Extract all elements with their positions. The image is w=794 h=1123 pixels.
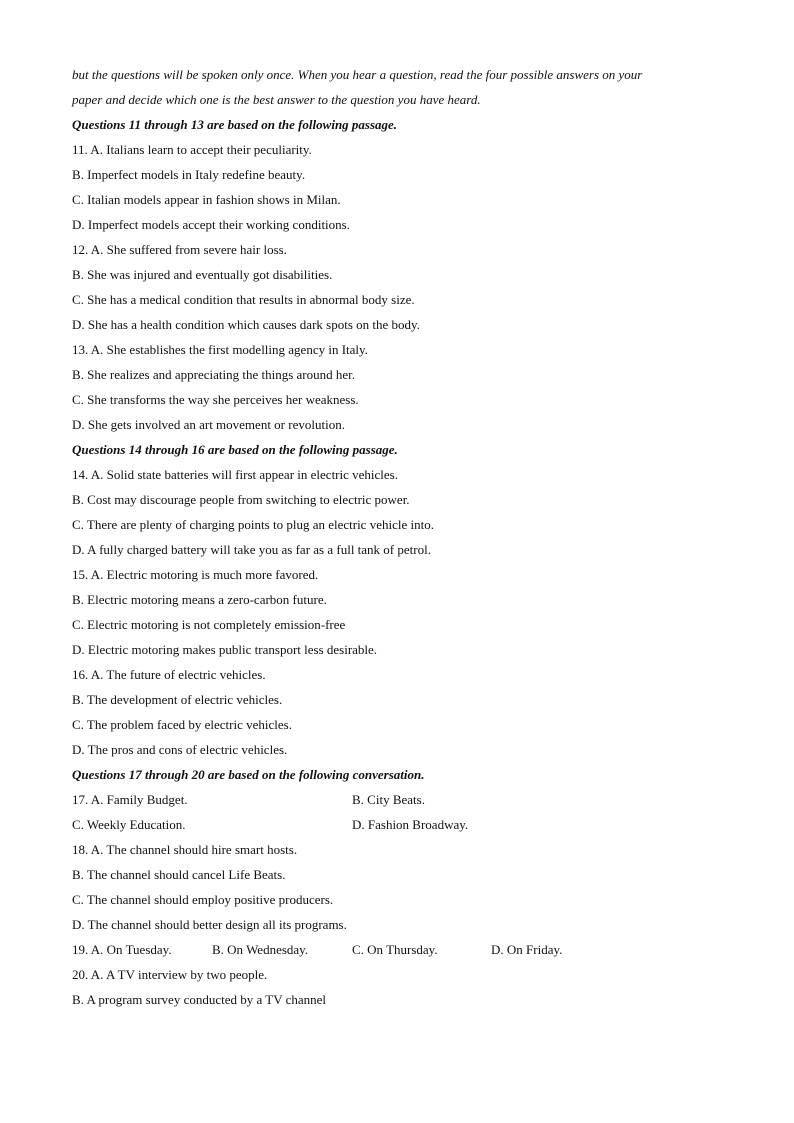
q18-option-a: 18. A. The channel should hire smart hosts. xyxy=(72,842,298,857)
q15-option-b: B. Electric motoring means a zero-carbon future. xyxy=(72,592,327,607)
q19-option-b: B. On Wednesday. xyxy=(212,942,309,957)
q19-option-c: C. On Thursday. xyxy=(352,942,438,957)
section-heading-14-16: Questions 14 through 16 are based on the following passage. xyxy=(72,442,398,457)
q16-option-b: B. The development of electric vehicles. xyxy=(72,692,283,707)
q13-option-b: B. She realizes and appreciating the things around her. xyxy=(72,367,356,382)
q14-option-d: D. A fully charged battery will take you as far as a full tank of petrol. xyxy=(72,542,431,557)
q13-option-d: D. She gets involved an art movement or revolution. xyxy=(72,417,345,432)
q15-option-d: D. Electric motoring makes public transport less desirable. xyxy=(72,642,378,657)
q15-option-c: C. Electric motoring is not completely emission-free xyxy=(72,617,346,632)
section-heading-17-20: Questions 17 through 20 are based on the following conversation. xyxy=(72,767,425,782)
q17-option-a: 17. A. Family Budget. xyxy=(72,792,188,807)
q19-row xyxy=(72,937,732,962)
q13-option-a: 13. A. She establishes the first modelling agency in Italy. xyxy=(72,342,368,357)
q19-option-a: 19. A. On Tuesday. xyxy=(72,942,172,957)
q11-option-b: B. Imperfect models in Italy redefine beauty. xyxy=(72,167,306,182)
q14-option-a: 14. A. Solid state batteries will first appear in electric vehicles. xyxy=(72,467,398,482)
q17-option-d: D. Fashion Broadway. xyxy=(352,817,469,832)
q14-option-b: B. Cost may discourage people from switching to electric power. xyxy=(72,492,410,507)
intro-line-1: but the questions will be spoken only once. When you hear a question, read the four possible answers on your xyxy=(72,67,643,82)
q12-option-a: 12. A. She suffered from severe hair loss. xyxy=(72,242,287,257)
q11-option-d: D. Imperfect models accept their working conditions. xyxy=(72,217,350,232)
q12-option-c: C. She has a medical condition that results in abnormal body size. xyxy=(72,292,415,307)
q18-option-c: C. The channel should employ positive producers. xyxy=(72,892,334,907)
q13-option-c: C. She transforms the way she perceives her weakness. xyxy=(72,392,359,407)
document-page xyxy=(72,62,732,1012)
q18-option-d: D. The channel should better design all its programs. xyxy=(72,917,347,932)
q16-option-d: D. The pros and cons of electric vehicles. xyxy=(72,742,288,757)
q11-option-c: C. Italian models appear in fashion shows in Milan. xyxy=(72,192,341,207)
q16-option-c: C. The problem faced by electric vehicles. xyxy=(72,717,292,732)
q14-option-c: C. There are plenty of charging points to plug an electric vehicle into. xyxy=(72,517,434,532)
q17-row-2 xyxy=(72,812,732,837)
q15-option-a: 15. A. Electric motoring is much more favored. xyxy=(72,567,319,582)
q20-option-a: 20. A. A TV interview by two people. xyxy=(72,967,268,982)
q17-option-b: B. City Beats. xyxy=(352,792,425,807)
q11-option-a: 11. A. Italians learn to accept their peculiarity. xyxy=(72,142,312,157)
intro-line-2: paper and decide which one is the best answer to the question you have heard. xyxy=(72,92,481,107)
q19-option-d: D. On Friday. xyxy=(491,942,563,957)
q20-option-b: B. A program survey conducted by a TV channel xyxy=(72,992,327,1007)
q12-option-b: B. She was injured and eventually got disabilities. xyxy=(72,267,333,282)
q18-option-b: B. The channel should cancel Life Beats. xyxy=(72,867,286,882)
q17-row-1 xyxy=(72,787,732,812)
q12-option-d: D. She has a health condition which causes dark spots on the body. xyxy=(72,317,420,332)
q16-option-a: 16. A. The future of electric vehicles. xyxy=(72,667,266,682)
q17-option-c: C. Weekly Education. xyxy=(72,817,186,832)
section-heading-11-13: Questions 11 through 13 are based on the following passage. xyxy=(72,117,398,132)
